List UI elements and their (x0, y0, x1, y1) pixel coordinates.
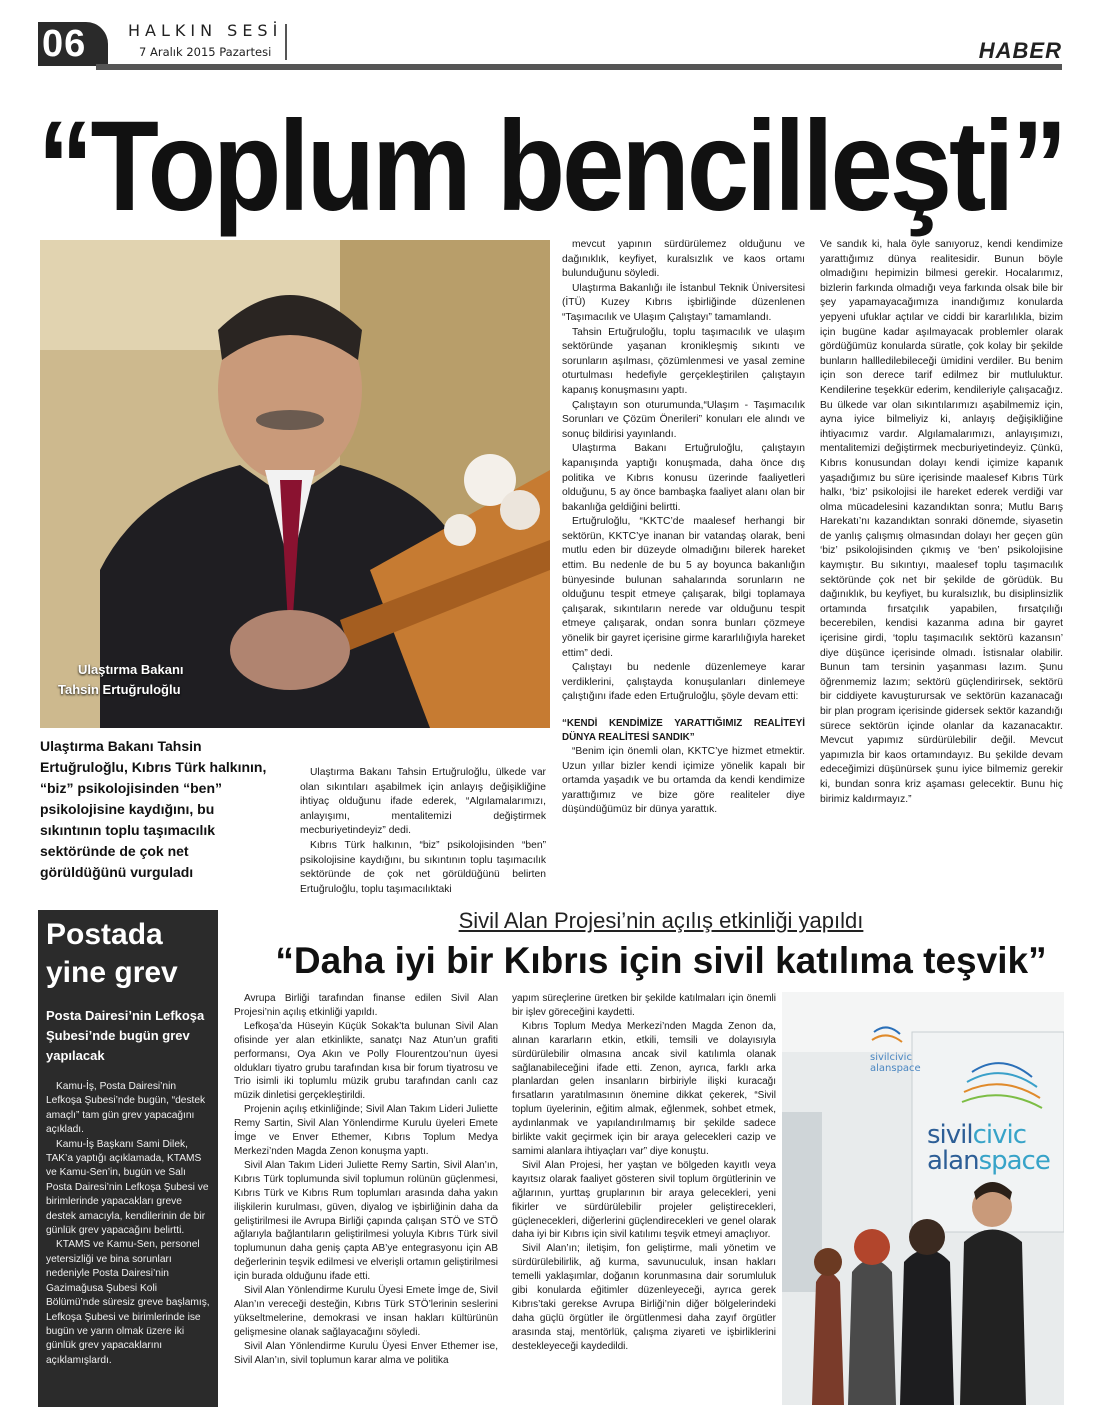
paragraph: Ulaştırma Bakanlığı ile İstanbul Teknik Üniversitesi (İTÜ) Kuzey Kıbrıs işbirliğinde düzenlenen “Taşımacılık ve Ulaşım Çalıştayı” tamamlandı. (562, 282, 805, 323)
paragraph: Avrupa Birliği tarafından finanse edilen Sivil Alan Projesi’nin açılış etkinliği yapıldı. (234, 993, 498, 1018)
paragraph: mevcut yapının sürdürülemez olduğunu ve dağınıklık, keyfiyet, kuralsızlık ve kaos ortamı bulunduğunu söyledi. (562, 239, 805, 280)
sign-large-word-4: space (978, 1146, 1050, 1176)
masthead-divider (285, 24, 287, 60)
paragraph: KTAMS ve Kamu-Sen, personel yetersizliği ve bina sorunları nedeniyle Posta Dairesi’nin Gazimağusa Şubesi Koli Bölümü’nde süresiz greve başlamış, Lefkoşa Şubesi ve birimlerinde ise bugün ve yarın olmak üzere iki günlük grev yapacaklarını açıklamışlardı. (46, 1239, 210, 1366)
paragraph: Ve sandık ki, hala öyle sanıyoruz, kendi kendimize yarattığımız dünya realitesidir. Bunun böyle olmadığını hepimizin bilmesi gerekir. Hocalarımız, bizlerin farkında olmadığı veya farkında olsak bile bir şey yapamayacağımıza inandığımız konularda yepyeni ufuklar açtılar ve ciddi bir kararlılıkla, bizim için bugüne kadar aşılmayacak problemler olarak gördüğümüz konularda süratle, çok kolay bir şekilde bunların hallledilebileceği ümidini verdiler. Bu benim için son derece tarif edilmez bir mutluluktur. Kendilerine teşekkür ederim, kendileriyle çalışacağız. Bu ülkede var olan sıkıntılarımızı aşabilmemiz için, ayna iyice bilmeliyiz ki, anlayış değişikliğine ihtiyacımız vardır. Algılamalarımızı, anlayışımızı, mentalitemizi değiştirmek mecburiyetindeyiz. Çünkü, Kıbrıs konusundan dolayı kendi içimize kapanık yaşadığımız bu süre içerisinde maalesef Kıbrıs Türk halkı, ‘biz’ psikolojisi ile hareket ederek verdiği var olma mücadelesini kazandıktan sonra; Mutlu Barış Harekatı’nı kazandıktan sonraki dönemde, siyasetin de yanlış çalışmış olmasından dolayı her geçen gün ‘biz’ psikolojisinden çıkmış ve ‘ben’ psikolojisine kaymıştır. Bu sıkıntıyı, maalesef toplu taşımacılık sektöründe çok net bir şekilde de görüdük. Bu dağınıklık, bu keyfiyet, bu kuralsızlık, bu disiplinsizlik ortamında fırsatçılık yapabilen, fırsatçılığı becerebilen, kendisi kazanma adına bir gayret içerisine girdi, ‘toplu taşımacılık sektörü kazansın’ diye düşünce içerisinde olmadı. İstisnalar olabilir. Bunun tam tersinin yaşanması lazım. Şunu öğrenmemiz lazım; sektörü güçlendirirsek, sektörü bir ciddiyete kavuşturursak ve sektörün kazanacağı bir plan program içerisinde gidersek sektör kazandığı sürece sektörün içinde olanlar da kazanacaktır. Mevcut yapımız sürdürülebilir değil. Mevcut yapımızla bir kaos ortamındayız. Bu şekilde devam edeceğimizi düşünürsek şunu iyice bilmemiz gerekir ki, bundan sonra kriz aşaması gelecektir. Bunu hiç birimiz kaldırmayız.” (820, 239, 1063, 805)
sign-large (927, 1122, 1050, 1174)
sidebar-title-line-1: Postada (46, 918, 163, 951)
subheading: “KENDİ KENDİMİZE YARATTIĞIMIZ REALİTEYİ DÜNYA REALİTESİ SANDIK” (562, 718, 805, 743)
minister-photo-art (40, 240, 550, 728)
paragraph: Sivil Alan Takım Lideri Juliette Remy Sartin, Sivil Alan’ın, Kıbrıs Türk toplumunda sivil toplumun rolünün güçlenmesi, Kıbrıs Türk ve Kıbrıs Rum toplumları arasında daha yakın ilişkilerin kurulması, güven, diyalog ve işbirliğinin daha da geliştirilmesi ile Avrupa Birliği çapında çalışan STÖ ve STÖ ağlarıyla bağlantıların geliştirilmesi yoluyla Kıbrıs Türk sivil toplumunun daha geniş çapta AB’ye entegrasyonu için AB değerlerinin teşvik edilmesi ve elverişli ortamın geliştirilmesi için burada olduğunu ifade etti. (234, 1159, 498, 1283)
lead-caption: Ulaştırma Bakanı Tahsin Ertuğruloğlu, Kıbrıs Türk halkının, “biz” psikolojisinden “ben” psikolojisine kaydığını, bu sıkıntının toplu taşımacılık sektöründe de çok net görüldüğünü vurguladı (40, 738, 267, 880)
paragraph: Tahsin Ertuğruloğlu, toplu taşımacılık ve ulaşım sektöründe yaşanan kronikleşmiş sıkıntı ve sorunların aşılması, çözümlenmesi ve yasal zemine oturtulması hedefiyle gerçekleştirilen çalıştayın kapanış konuşmasını yaptı. (562, 326, 805, 396)
section-label: HABER (978, 38, 1062, 63)
sign-small (870, 1052, 921, 1074)
sign-small-word-1: sivil (870, 1052, 890, 1063)
sign-large-word-1: sivil (927, 1120, 973, 1150)
main-story-column-1 (300, 766, 546, 897)
sidebar-body (46, 1080, 210, 1368)
publication-name: HALKIN SESİ (128, 21, 283, 40)
paragraph: “Benim için önemli olan, KKTC’ye hizmet etmektir. Uzun yıllar bizler kendi içimize yönelik kapalı bir ortamda yaşadık ve bu ortamda da kendi kendimize yarattığımız ve bize göre realiteler diye düşündüğümüz bir dünya yarattık. (562, 746, 805, 816)
paragraph: Kıbrıs Türk halkının, “biz” psikolojisinden “ben” psikolojisine kaydığını, bu sıkıntının toplu taşımacılık sektöründe de çok net görüldüğünü belirten Ertuğruloğlu, toplu taşımacılıktaki (300, 839, 546, 895)
sidebar-subtitle: Posta Dairesi’nin Lefkoşa Şubesi’nde bugün grev yapılacak (46, 1008, 205, 1063)
civic-space-photo (782, 992, 1064, 1405)
main-story-column-2 (562, 238, 805, 818)
sidebar-title-line-2: yine grev (46, 956, 178, 989)
photo-caption-line-2: Tahsin Ertuğruloğlu (58, 682, 181, 697)
main-story-column-3 (820, 238, 1063, 807)
paragraph: yapım süreçlerine üretken bir şekilde katılmaları için önemli bir işlev göreceğini kaydetti. (512, 993, 776, 1018)
second-story-column-2 (512, 992, 776, 1354)
paragraph: Sivil Alan Projesi, her yaştan ve bölgeden kayıtlı veya kayıtsız olarak faaliyet gösteren sivil toplum örgütlerinin ve ağlarının, yurttaş gruplarının bir araya gelecekleri, yeni fikirler ve sürdürülebilir projeler geliştirecekleri, güçlenecekleri, diğerlerini güçlendirecekleri ve genel olarak daha iyi bir Kıbrıs için sivil katılımı teşvik etmeyi amaçlıyor. (512, 1159, 776, 1241)
paragraph: Sivil Alan Yönlendirme Kurulu Üyesi Enver Ethemer ise, Sivil Alan’ın, sivil toplumun karar alma ve politika (234, 1340, 498, 1366)
sidebar-box (38, 910, 218, 1407)
paragraph: Ertuğruloğlu, “KKTC’de maalesef herhangi bir sektörün, KKTC’ye inanan bir vatandaş olarak, beni mutlu eden bir düzeyde olmadığını bilerek hareket ettim. Bu nedenle de bu 5 ay boyunca bakanlığın bünyesinde bulunan sahalarında sorunların ne olduğunu tespit etmeye çalışarak, bilgi toplamaya çalışarak, sıkıntıların nerede var olduğunu tespit etmeye çalışarak, ondan sonra bunları çözmeye yönelik bir gayret içerisine girme kararlılığıyla hareket ettim” dedi. (562, 516, 805, 659)
publication-date: 7 Aralık 2015 Pazartesi (139, 45, 272, 59)
paragraph: Çalıştayı bu nedenle düzenlemeye karar verdiklerini, çalıştayda konuşulanları dinlemeye çalıştığını ifade eden Ertuğruloğlu, şöyle devam etti: (562, 662, 805, 703)
sign-large-word-3: alan (927, 1146, 979, 1176)
photo-caption-line-1: Ulaştırma Bakanı (78, 662, 184, 677)
paragraph: Kamu-İş, Posta Dairesi’nin Lefkoşa Şubesi’nde bugün, “destek amaçlı” tam gün grev yapacağını açıkladı. (46, 1081, 206, 1136)
paragraph: Ulaştırma Bakanı Tahsin Ertuğruloğlu, ülkede var olan sıkıntıları aşabilmek için anlayış değişikliğine ihtiyaç olduğunu ifade ederek, “Algılamalarımızı, anlayışımı, mentalitemizi değiştirmek mecburiyetindeyiz” dedi. (300, 767, 546, 837)
second-story-column-1 (234, 992, 498, 1367)
sign-small-word-2: civic (889, 1052, 912, 1063)
paragraph: Sivil Alan’ın; iletişim, fon geliştirme, mali yönetim ve sürdürülebilirlik, ağ kurma, savunuculuk, insan hakları temelli yaklaşımlar, doğanın korunmasına dair sorumluluk gibi konularda eğitimler düzenleyeceği, ayrıca gerek Kıbrıs’taki gerekse Avrupa Birliği’nin diğer bölgelerindeki daha güçlü örgütler ile örgütlenmesi daha zayıf örgütler arasında staj, mentörlük, çalışma ziyareti ve işbirliklerini destekleyeceği kaydedildi. (512, 1243, 776, 1352)
page-number: 06 (38, 22, 108, 66)
second-story-headline: “Daha iyi bir Kıbrıs için sivil katılıma teşvik” (275, 940, 1047, 981)
minister-photo (40, 240, 550, 728)
paragraph: Lefkoşa’da Hüseyin Küçük Sokak’ta bulunan Sivil Alan ofisinde yer alan etkinlikte, sanatçı Naz Atun’un grafiti performansı, Oya Akın ve Polly Flourentzou’nun üyesi oldukları tiyatro grubu tarafından kısa bir forum tiyatrosu ve Trio isimli iki toplumlu müzik grubu tarafından canlı caz müzik dinletisi gerçekleştirildi. (234, 1020, 498, 1102)
paragraph: Sivil Alan Yönlendirme Kurulu Üyesi Emete İmge de, Sivil Alan’ın vereceği desteğin, Kıbrıs Türk STÖ’lerinin seslerini yükseltmelerine, demokrasi ve insan hakları kültürünün gelişmesine olanak sağlayacağını söyledi. (234, 1285, 498, 1338)
main-headline: “Toplum bencilleşti” (37, 95, 1065, 238)
photo-caption-overlay (58, 660, 184, 700)
sign-small-word-3: alan (870, 1063, 892, 1074)
paragraph: Kamu-İş Başkanı Sami Dilek, TAK’a yaptığı açıklamada, KTAMS ve Kamu-Sen’in, bugün ve Salı Posta Dairesi’nin Lefkoşa Şubesi ve birimlerinde yapacakları greve destek amacıyla, kendilerinin de bir günlük grev yapacağını belirtti. (46, 1138, 209, 1237)
paragraph: Kıbrıs Toplum Medya Merkezi’nden Magda Zenon da, alınan kararların etkin, etkili, temsili ve dolayısıyla sürdürülebilir olmasına ancak sivil katılımla olanak sağlanabileceğini ifade etti. Zenon, ayrıca, farklı arka planlardan gelen insanların birbiriyle ilişki kuracağı fırsatların yaratılmasının önemine dikkat çekerek, “Sivil toplum üyelerinin, eğitim almak, eğlenmek, sohbet etmek, aydınlanmak ve yapılandırılmamış bir şekilde sadece birlikte vakit geçirmek için bir araya gelecekleri cazip ve samimi alanlara ihtiyaçları var” diye konuştu. (512, 1020, 776, 1157)
paragraph: Ulaştırma Bakanı Ertuğruloğlu, çalıştayın kapanışında yaptığı konuşmada, daha önce dış politika ve Kıbrıs konusu üzerinde faaliyetleri olduğunu, 5 ay önce bambaşka faaliyet alanı olan bir bakanlığa geldiğini belirtti. (562, 443, 805, 513)
paragraph: Projenin açılış etkinliğinde; Sivil Alan Takım Lideri Juliette Remy Sartin, Sivil Alan Yönlendirme Kurulu üyeleri Emete İmge ve Enver Ethemer, Kıbrıs Toplum Medya Merkezi’nden Magda Zenon konuşma yaptı. (234, 1104, 498, 1157)
paragraph: Çalıştayın son oturumunda,“Ulaşım - Taşımacılık Sorunları ve Çözüm Önerileri” konuları ele alındı ve sonuç bildirisi yayınlandı. (562, 399, 805, 440)
second-story-kicker: Sivil Alan Projesi’nin açılış etkinliği yapıldı (458, 908, 864, 933)
civic-space-photo-art (782, 992, 1064, 1405)
sign-large-word-2: civic (972, 1120, 1027, 1150)
sign-small-word-4: space (891, 1063, 921, 1074)
